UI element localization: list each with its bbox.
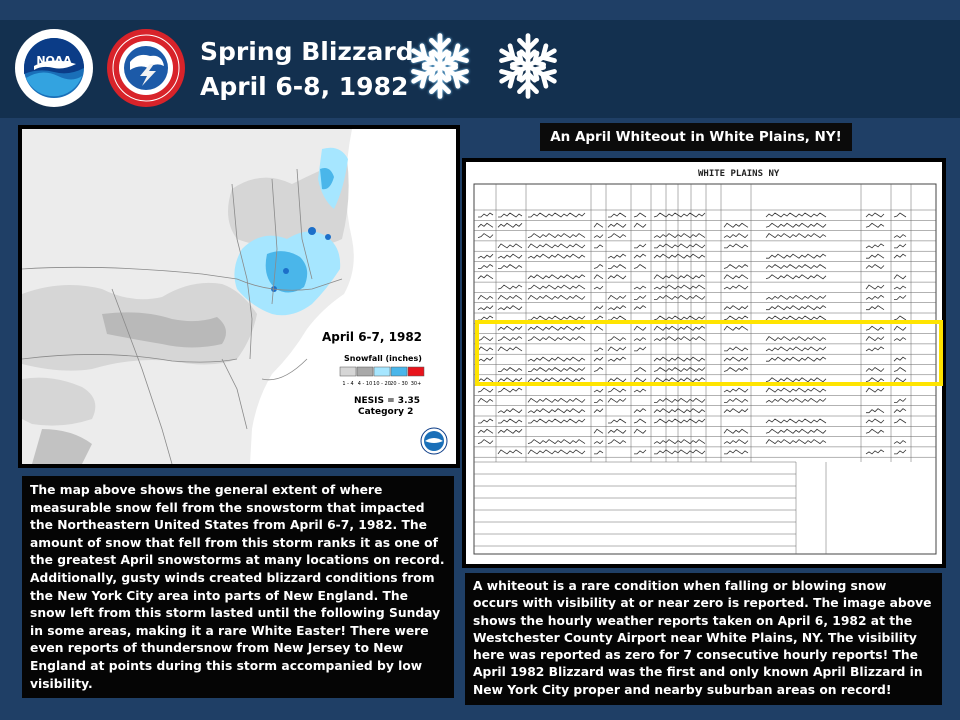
nws-logo: [106, 28, 186, 108]
legend-swatch: [391, 367, 407, 376]
noaa-small-logo: [421, 428, 447, 454]
legend-swatch: [374, 367, 390, 376]
form-station-name: WHITE PLAINS NY: [698, 169, 780, 179]
snowfall-map: [18, 125, 460, 468]
snowflake-icon: [490, 28, 566, 104]
page-title: [200, 34, 414, 104]
noaa-logo: [14, 28, 94, 108]
legend-label: 30+: [410, 381, 422, 387]
legend-label: 4 - 10: [357, 381, 373, 387]
svg-text:NOAA: NOAA: [36, 54, 72, 67]
map-description: The map above shows the general extent of where measurable snow fell from the snowstorm that impacted the Northeastern United States from April 6-7, 1982. The amount of snow that fell from this storm ranks it as one of the greatest April snowstorms at many locations on record. Additionally, gusty winds created blizzard conditions from the New York City area into parts of New England. The snow left from this storm lasted until the following Sunday in some areas, making it a rare White Easter! There were even reports of thundersnow from New Jersey to New England at points during this storm accompanied by low visibility.: [22, 476, 454, 698]
title-line-2: April 6-8, 1982: [200, 72, 409, 101]
legend-swatch: [408, 367, 424, 376]
whiteout-highlight-box: [475, 320, 943, 386]
snowflake-icon: [402, 28, 478, 104]
nesis-value: NESIS = 3.35: [354, 396, 421, 406]
form-heading: An April Whiteout in White Plains, NY!: [540, 123, 852, 151]
legend-label: 10 - 20: [373, 381, 391, 387]
legend-swatch: [357, 367, 373, 376]
header-banner: [0, 20, 960, 118]
legend-title: Snowfall (inches): [344, 354, 422, 363]
legend-label: 1 - 4: [342, 381, 354, 387]
legend-label: 20 - 30: [390, 381, 408, 387]
map-title: April 6-7, 1982: [322, 330, 423, 344]
title-line-1: Spring Blizzard: [200, 37, 414, 66]
nesis-category: Category 2: [358, 407, 414, 417]
legend-swatch: [340, 367, 356, 376]
whiteout-description: A whiteout is a rare condition when falling or blowing snow occurs with visibility at or near zero is reported. The image above shows the hourly weather reports taken on April 6, 1982 at the Westchester County Airport near White Plains, NY. The visibility here was reported as zero for 7 consecutive hourly reports! The April 1982 Blizzard was the first and only known April Blizzard in New York City proper and nearby suburban areas on record!: [465, 573, 942, 705]
top-band: [0, 0, 960, 20]
